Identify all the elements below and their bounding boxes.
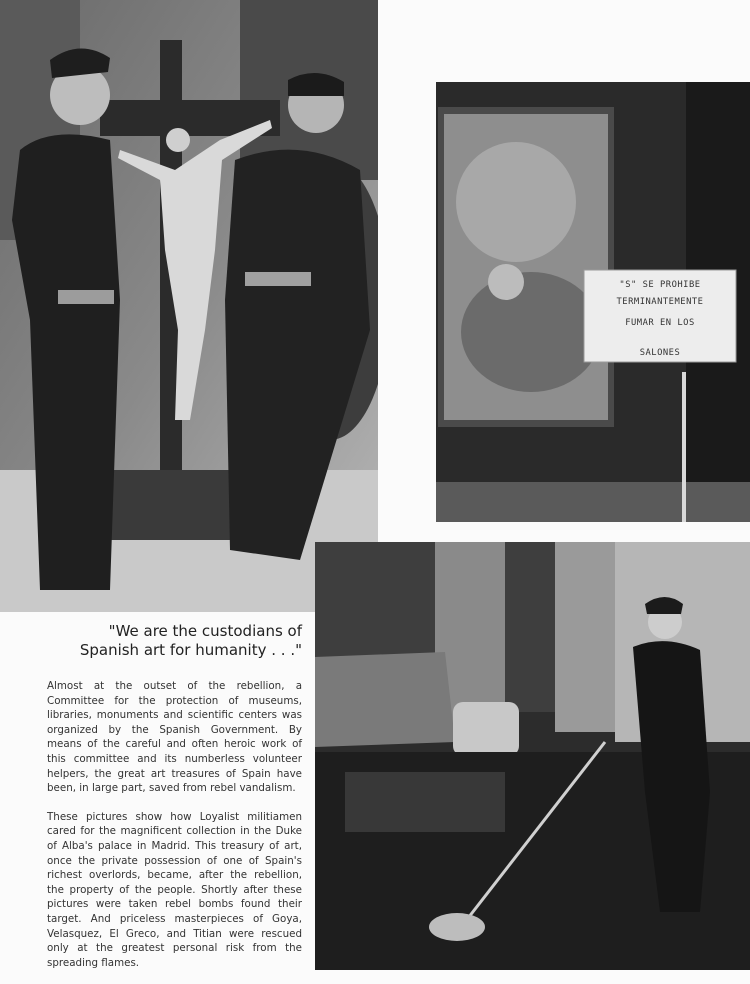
sign-line-4: SALONES (639, 348, 681, 358)
sign-line-3: FUMAR EN LOS (625, 318, 695, 328)
palace-hall-cleaning-photo (315, 542, 750, 970)
headline-line-2: Spanish art for humanity . . ." (79, 641, 302, 659)
sign-line-2: TERMINANTEMENTE (616, 297, 704, 307)
article-text (47, 622, 302, 984)
sign-line-1: "S" SE PROHIBE (619, 280, 701, 290)
militiamen-carrying-crucifix-photo (0, 0, 378, 612)
article-paragraph-2: These pictures show how Loyalist militiamen cared for the magnificent collection in the Duke of Alba's palace in Madrid. This treasury of art, once the private possession of one of Spain's richest overlords, became, after the rebellion, the property of the people. Shortly after these pictures were taken rebel bombs found their target. And priceless masterpieces of Goya, Velasquez, El Greco, and Titian were rescued only at the greatest personal risk from the spreading flames. (47, 810, 302, 969)
article-headline (47, 622, 302, 660)
article-paragraph-1: Almost at the outset of the rebellion, a Committee for the protection of museums, libraries, monuments and scientific centers was organized by the Spanish Government. By means of the careful and often heroic work of this committee and its numberless volunteer helpers, the great art treasures of Spain have been, in large part, saved from rebel vandalism. (47, 680, 302, 795)
painting-with-sign-photo (436, 82, 750, 522)
headline-line-1: "We are the custodians of (108, 622, 302, 640)
